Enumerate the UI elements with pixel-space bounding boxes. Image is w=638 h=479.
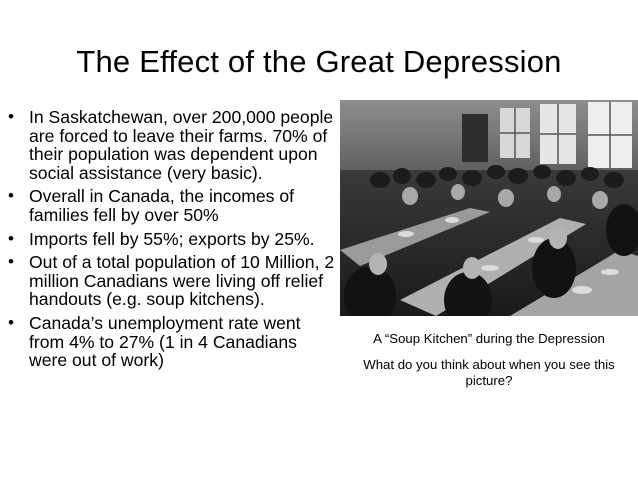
bullet-text: Canada’s unemployment rate went from 4% to 27% (1 in 4 Canadians were out of work) <box>29 312 301 371</box>
photo-caption: A “Soup Kitchen” during the Depression <box>373 331 605 346</box>
bullet-item <box>8 108 338 182</box>
soup-kitchen-photo <box>340 100 638 316</box>
bullet-icon: • <box>8 107 14 126</box>
bullet-item <box>8 314 338 370</box>
bullet-text: Imports fell by 55%; exports by 25%. <box>29 228 315 249</box>
bullet-text: In Saskatchewan, over 200,000 people are forced to leave their farms. 70% of their population was dependent upon social assistance (very basic). <box>29 107 334 183</box>
bullet-item <box>8 230 338 249</box>
bullet-icon: • <box>8 228 14 248</box>
discussion-question: What do you think about when you see this picture? <box>363 357 615 388</box>
bullet-icon: • <box>8 186 14 206</box>
slide-title: The Effect of the Great Depression <box>76 44 562 79</box>
bullet-item <box>8 187 338 224</box>
bullet-list <box>8 108 338 375</box>
bullet-text: Overall in Canada, the incomes of families fell by over 50% <box>29 186 295 225</box>
bullet-icon: • <box>8 252 14 272</box>
bullet-icon: • <box>8 312 14 332</box>
bullet-text: Out of a total population of 10 Million, 2 million Canadians were living off relief handouts (e.g. soup kitchens). <box>29 252 335 310</box>
bullet-item <box>8 253 338 309</box>
